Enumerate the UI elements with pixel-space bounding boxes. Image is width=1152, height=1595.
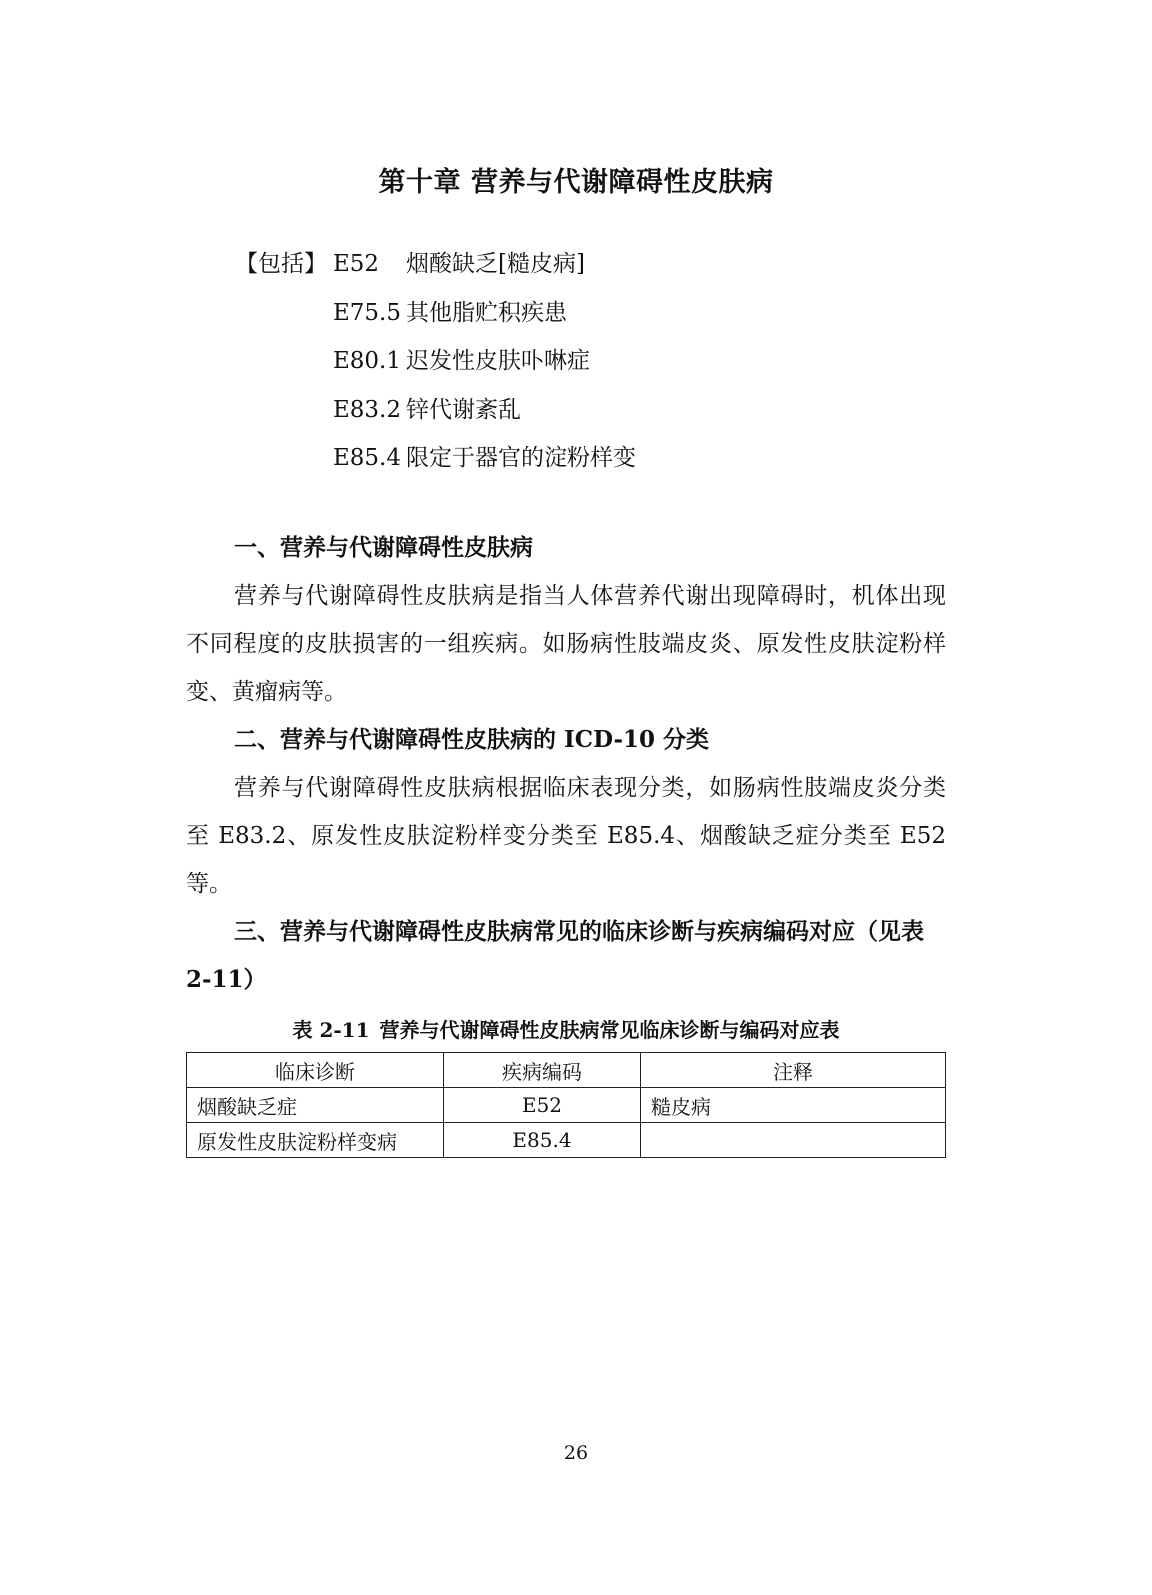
- section-heading: 三、营养与代谢障碍性皮肤病常见的临床诊断与疾病编码对应（见表 2-11）: [186, 918, 924, 993]
- table-row: [187, 1123, 946, 1158]
- section-paragraph: 营养与代谢障碍性皮肤病根据临床表现分类，如肠病性肢端皮炎分类至 E83.2、原发性皮肤淀粉样变分类至 E85.4、烟酸缺乏症分类至 E52 等。: [186, 775, 946, 897]
- include-desc: 其他脂贮积疾患: [406, 299, 567, 326]
- header-disease-code: 疾病编码: [444, 1053, 641, 1088]
- cell-diagnosis: 原发性皮肤淀粉样变病: [187, 1123, 444, 1158]
- diagnosis-code-table: [186, 1052, 946, 1158]
- include-desc: 烟酸缺乏[糙皮病]: [406, 251, 585, 277]
- include-desc: 迟发性皮肤卟啉症: [406, 348, 590, 374]
- include-code: E75.5: [333, 299, 402, 326]
- include-desc: 锌代谢紊乱: [406, 396, 521, 423]
- cell-code: E85.4: [444, 1123, 641, 1158]
- cell-code: E52: [444, 1088, 641, 1123]
- includes-list: [235, 240, 636, 483]
- include-code: E80.1: [333, 348, 402, 374]
- include-row: [235, 289, 636, 338]
- cell-diagnosis: 烟酸缺乏症: [187, 1088, 444, 1123]
- table-caption: [186, 1012, 946, 1048]
- include-row: [235, 386, 636, 435]
- table-caption-text: 营养与代谢障碍性皮肤病常见临床诊断与编码对应表: [379, 1018, 840, 1042]
- section-heading: 二、营养与代谢障碍性皮肤病的 ICD-10 分类: [234, 726, 710, 753]
- section-heading: 一、营养与代谢障碍性皮肤病: [234, 534, 533, 561]
- cell-note: [641, 1123, 946, 1158]
- include-desc: 限定于器官的淀粉样变: [406, 445, 636, 471]
- include-row: [235, 240, 636, 289]
- header-clinical-diagnosis: 临床诊断: [187, 1053, 444, 1088]
- include-row: [235, 434, 636, 483]
- chapter-title: 第十章 营养与代谢障碍性皮肤病: [378, 167, 774, 198]
- table-header-row: [187, 1053, 946, 1088]
- cell-note: 糙皮病: [641, 1088, 946, 1123]
- includes-label: 【包括】: [235, 251, 327, 277]
- table-row: [187, 1088, 946, 1123]
- header-notes: 注释: [641, 1053, 946, 1088]
- include-row: [235, 337, 636, 386]
- include-code: E52: [333, 251, 380, 277]
- table-caption-number: 表 2-11: [292, 1018, 370, 1042]
- include-code: E83.2: [333, 396, 402, 423]
- section-paragraph: 营养与代谢障碍性皮肤病是指当人体营养代谢出现障碍时，机体出现不同程度的皮肤损害的一组疾病。如肠病性肢端皮炎、原发性皮肤淀粉样变、黄瘤病等。: [186, 583, 946, 705]
- body-content: [186, 524, 946, 1158]
- page-number: 26: [563, 1442, 589, 1464]
- include-code: E85.4: [333, 445, 402, 471]
